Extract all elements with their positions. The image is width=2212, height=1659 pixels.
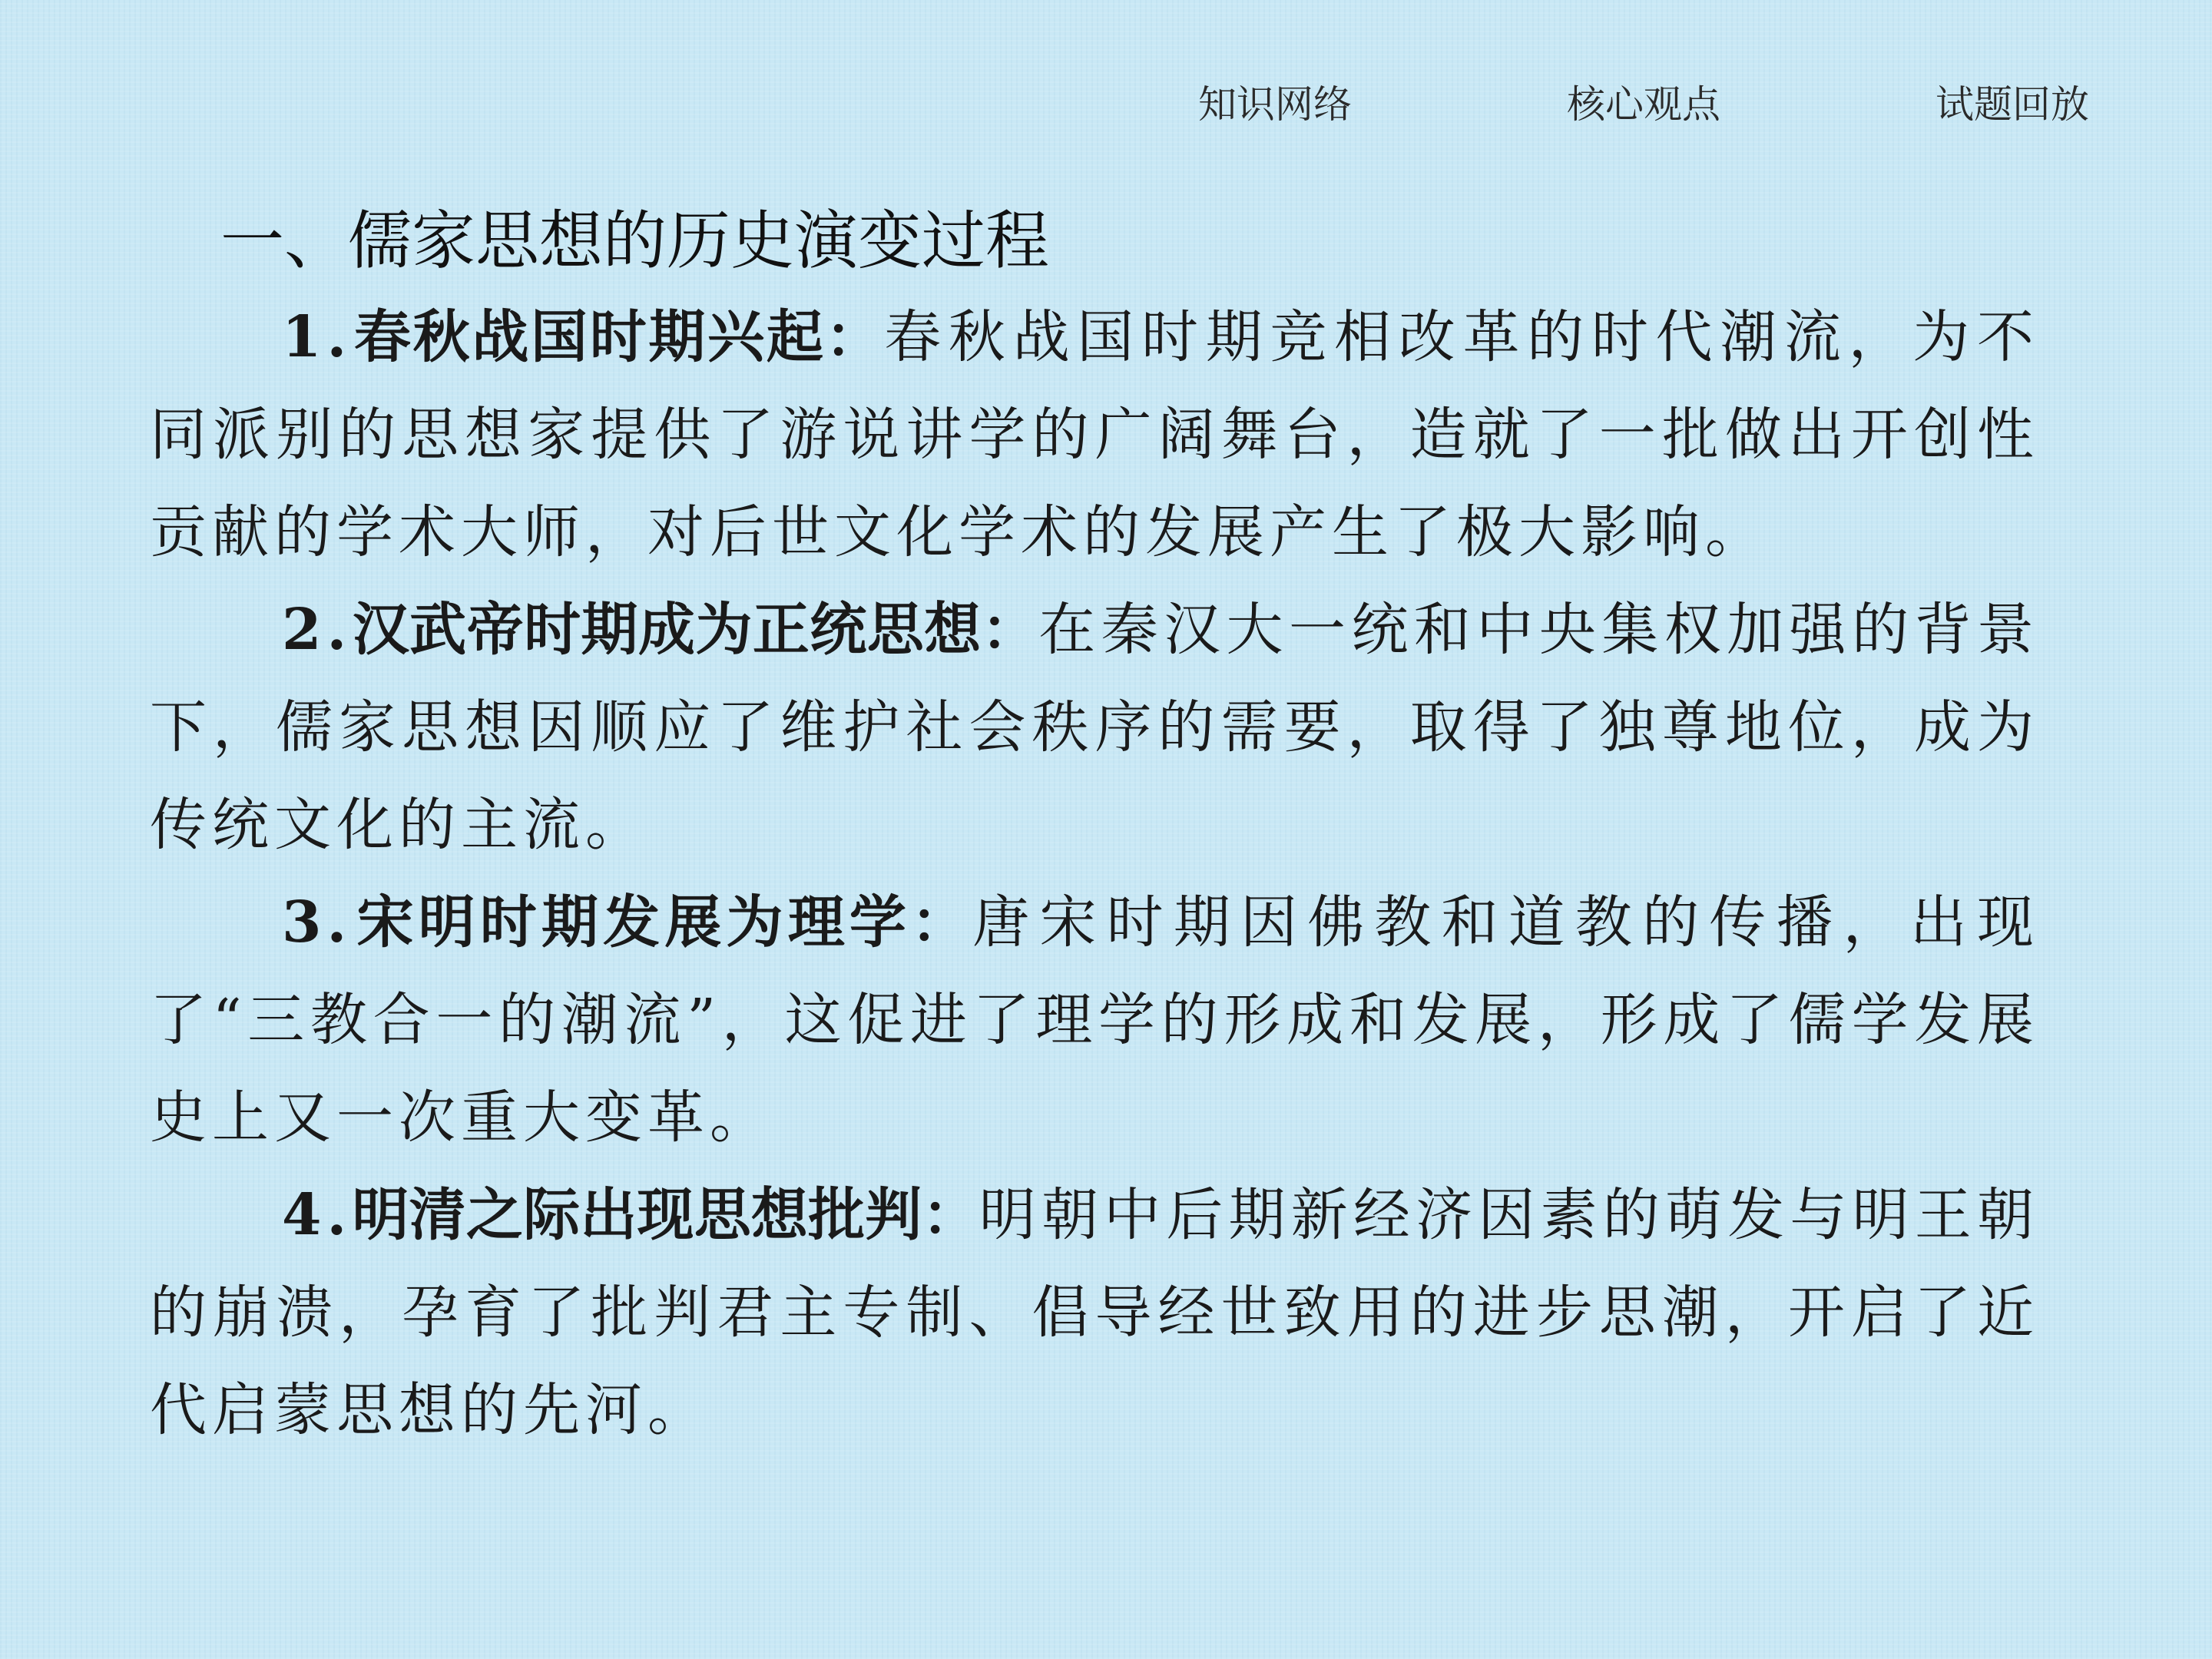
nav-knowledge-network[interactable]: 知识网络 [1198,82,1352,127]
paragraph-2-lead: 汉武帝时期成为正统思想： [352,597,1039,663]
paragraph-2-text: 在秦汉大一统和中央集权加强的背景下，儒家思想因顺应了维护社会秩序的需要，取得了独尊地位，成为传统文化的主流。 [150,597,2040,858]
paragraph-3-lead: 宋明时期发展为理学： [352,889,973,955]
nav-exam-review[interactable]: 试题回放 [1936,82,2089,127]
section-heading: 一、儒家思想的历史演变过程 [220,204,1049,278]
main-content [150,194,2039,1459]
paragraph-1-text: 春秋战国时期竞相改革的时代潮流，为不同派别的思想家提供了游说讲学的广阔舞台，造就了一批做出开创性贡献的学术大师，对后世文化学术的发展产生了极大影响。 [150,304,2039,565]
paragraph-1 [150,289,2039,581]
paragraph-2 [150,581,2039,874]
paragraph-4-text: 明朝中后期新经济因素的萌发与明王朝的崩溃，孕育了批判君主专制、倡导经世致用的进步思潮，开启了近代启蒙思想的先河。 [150,1182,2040,1443]
paragraph-1-number: 1. [282,304,353,370]
paragraph-3-number: 3. [282,889,353,955]
paragraph-3-text: 唐宋时期因佛教和道教的传播，出现了“三教合一的潮流”，这促进了理学的形成和发展，形成了儒学发展史上又一次重大变革。 [150,889,2040,1151]
paragraph-3 [150,874,2039,1167]
paragraph-4-lead: 明清之际出现思想批判： [352,1182,979,1248]
top-nav [1198,71,2089,132]
paragraph-4 [150,1167,2039,1459]
paragraph-4-number: 4. [282,1182,353,1248]
paragraph-2-number: 2. [282,597,353,663]
paragraph-1-lead: 春秋战国时期兴起： [352,304,885,370]
nav-core-viewpoints[interactable]: 核心观点 [1567,82,1720,127]
